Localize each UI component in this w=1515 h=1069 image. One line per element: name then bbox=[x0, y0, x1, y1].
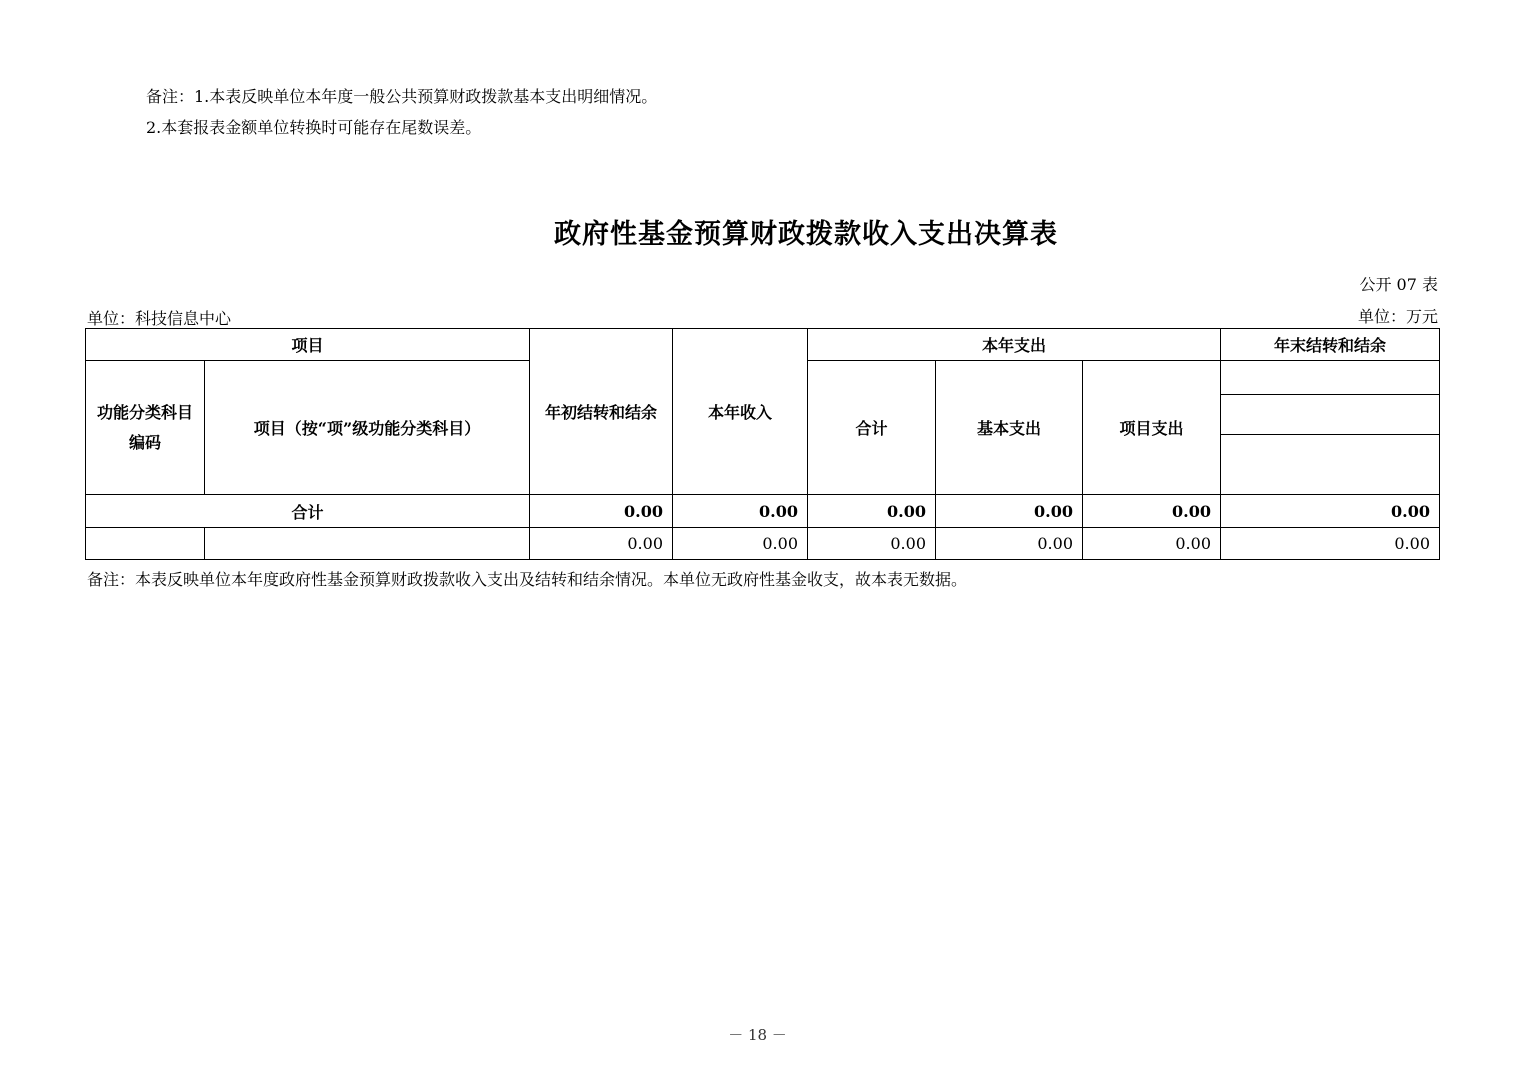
header-ending-balance: 年末结转和结余 bbox=[1221, 329, 1440, 361]
row-exp-project: 0.00 bbox=[1083, 528, 1221, 560]
header-income: 本年收入 bbox=[673, 329, 808, 495]
note-line-1: 备注：1.本表反映单位本年度一般公共预算财政拨款基本支出明细情况。 bbox=[146, 87, 658, 106]
note-line-2: 2.本套报表金额单位转换时可能存在尾数误差。 bbox=[146, 118, 482, 137]
header-func-code: 功能分类科目编码 bbox=[86, 361, 205, 495]
total-opening: 0.00 bbox=[530, 495, 673, 528]
total-income: 0.00 bbox=[673, 495, 808, 528]
total-exp-project: 0.00 bbox=[1083, 495, 1221, 528]
unit-name: 单位：科技信息中心 bbox=[87, 309, 232, 328]
row-ending: 0.00 bbox=[1221, 528, 1440, 560]
total-exp-total: 0.00 bbox=[808, 495, 936, 528]
row-name bbox=[205, 528, 530, 560]
note-bottom: 备注：本表反映单位本年度政府性基金预算财政拨款收入支出及结转和结余情况。本单位无政府性基金收支，故本表无数据。 bbox=[87, 570, 968, 589]
table-row bbox=[86, 528, 1440, 560]
row-exp-total: 0.00 bbox=[808, 528, 936, 560]
page-number: － 18 － bbox=[728, 1026, 787, 1044]
total-label: 合计 bbox=[86, 495, 530, 528]
currency-unit: 单位：万元 bbox=[1357, 307, 1438, 326]
header-exp-basic: 基本支出 bbox=[936, 361, 1083, 495]
total-ending: 0.00 bbox=[1221, 495, 1440, 528]
header-expense: 本年支出 bbox=[808, 329, 1221, 361]
header-opening-balance: 年初结转和结余 bbox=[530, 329, 673, 495]
budget-table bbox=[85, 328, 1440, 560]
header-project-name: 项目（按“项”级功能分类科目） bbox=[205, 361, 530, 495]
row-opening: 0.00 bbox=[530, 528, 673, 560]
header-exp-project: 项目支出 bbox=[1083, 361, 1221, 495]
table-row-total bbox=[86, 495, 1440, 528]
row-income: 0.00 bbox=[673, 528, 808, 560]
total-exp-basic: 0.00 bbox=[936, 495, 1083, 528]
row-code bbox=[86, 528, 205, 560]
header-project: 项目 bbox=[86, 329, 530, 361]
header-exp-total: 合计 bbox=[808, 361, 936, 495]
ending-balance-subcells bbox=[1221, 361, 1440, 495]
form-code: 公开 07 表 bbox=[1359, 275, 1438, 294]
row-exp-basic: 0.00 bbox=[936, 528, 1083, 560]
page-title: 政府性基金预算财政拨款收入支出决算表 bbox=[554, 219, 1058, 250]
